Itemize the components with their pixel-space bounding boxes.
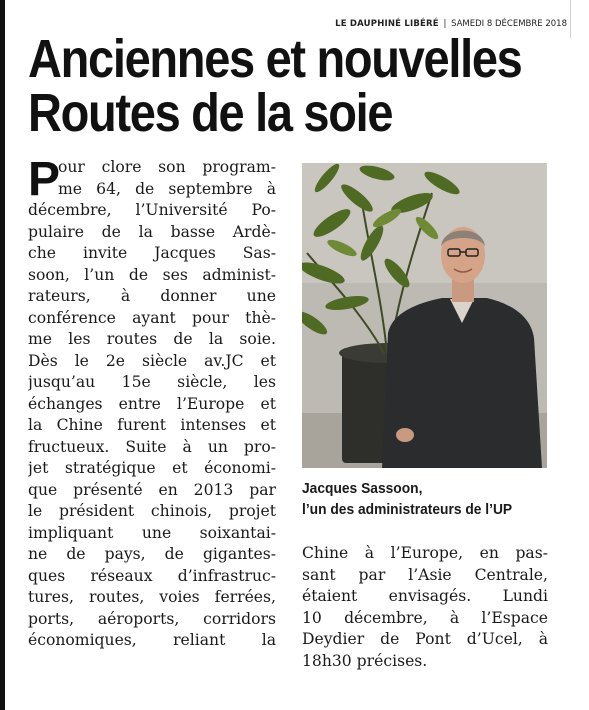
body-line: économiques, reliant la [28, 631, 276, 649]
article-headline [28, 29, 522, 143]
body-line: tures, routes, voies ferrées, [28, 588, 276, 606]
body-line: soon, l’un de ses administ- [28, 265, 276, 284]
photo-caption [302, 478, 541, 520]
body-line: impliquant une soixantai- [28, 523, 276, 542]
body-line: ne de pays, de gigantes- [28, 545, 276, 563]
page-margin-bar [0, 0, 5, 710]
body-line: 18h30 précises. [302, 651, 428, 670]
body-line: our clore son program- [58, 158, 276, 176]
body-line: Dès le 2e siècle av.JC et [28, 351, 276, 370]
caption-line: l’un des administrateurs de l’UP [302, 501, 513, 518]
headline-line: Anciennes et nouvelles [28, 29, 522, 89]
header-rule [570, 0, 571, 38]
body-line: conférence ayant pour thè- [28, 308, 276, 327]
dropcap-letter: P [28, 153, 61, 206]
caption-line: Jacques Sassoon, [302, 480, 423, 497]
body-line: jusqu’au 15e siècle, les [28, 373, 276, 391]
body-line: jet stratégique et économi- [28, 459, 276, 477]
body-line: 10 décembre, à l’Espace [302, 608, 548, 627]
body-line: fructueux. Suite à un pro- [28, 437, 276, 456]
body-line: Deydier de Pont d’Ucel, à [302, 630, 548, 648]
body-line: Chine à l’Europe, en pas- [302, 544, 548, 562]
issue-date: SAMEDI 8 DÉCEMBRE 2018 [451, 19, 567, 29]
body-line: rateurs, à donner une [28, 287, 276, 305]
headline-line: Routes de la soie [28, 83, 393, 143]
dropcap-block [28, 153, 276, 206]
article-body-column-2 [302, 543, 548, 672]
body-line: me 64, de septembre à [58, 179, 276, 198]
body-line: le président chinois, projet [28, 502, 276, 520]
body-line: que présenté en 2013 par [28, 480, 276, 499]
body-line: che invite Jacques Sas- [28, 244, 276, 262]
body-line: étaient envisagés. Lundi [302, 587, 548, 605]
article-body-column-1 [28, 153, 276, 652]
portrait-photo [302, 163, 547, 468]
newspaper-name: LE DAUPHINÉ LIBÉRÉ [335, 19, 439, 29]
body-line: échanges entre l’Europe et [28, 394, 276, 413]
body-line: la Chine furent intenses et [28, 416, 276, 434]
body-line: ports, aéroports, corridors [28, 609, 276, 628]
header-separator: | [443, 19, 447, 29]
body-line: sant par l’Asie Centrale, [302, 565, 548, 584]
page-header [335, 19, 567, 29]
body-line: me les routes de la soie. [28, 330, 276, 348]
body-line: décembre, l’Université Po- [28, 201, 276, 219]
body-line: ques réseaux d’infrastruc- [28, 566, 276, 585]
body-line: pulaire de la basse Ardè- [28, 222, 276, 241]
